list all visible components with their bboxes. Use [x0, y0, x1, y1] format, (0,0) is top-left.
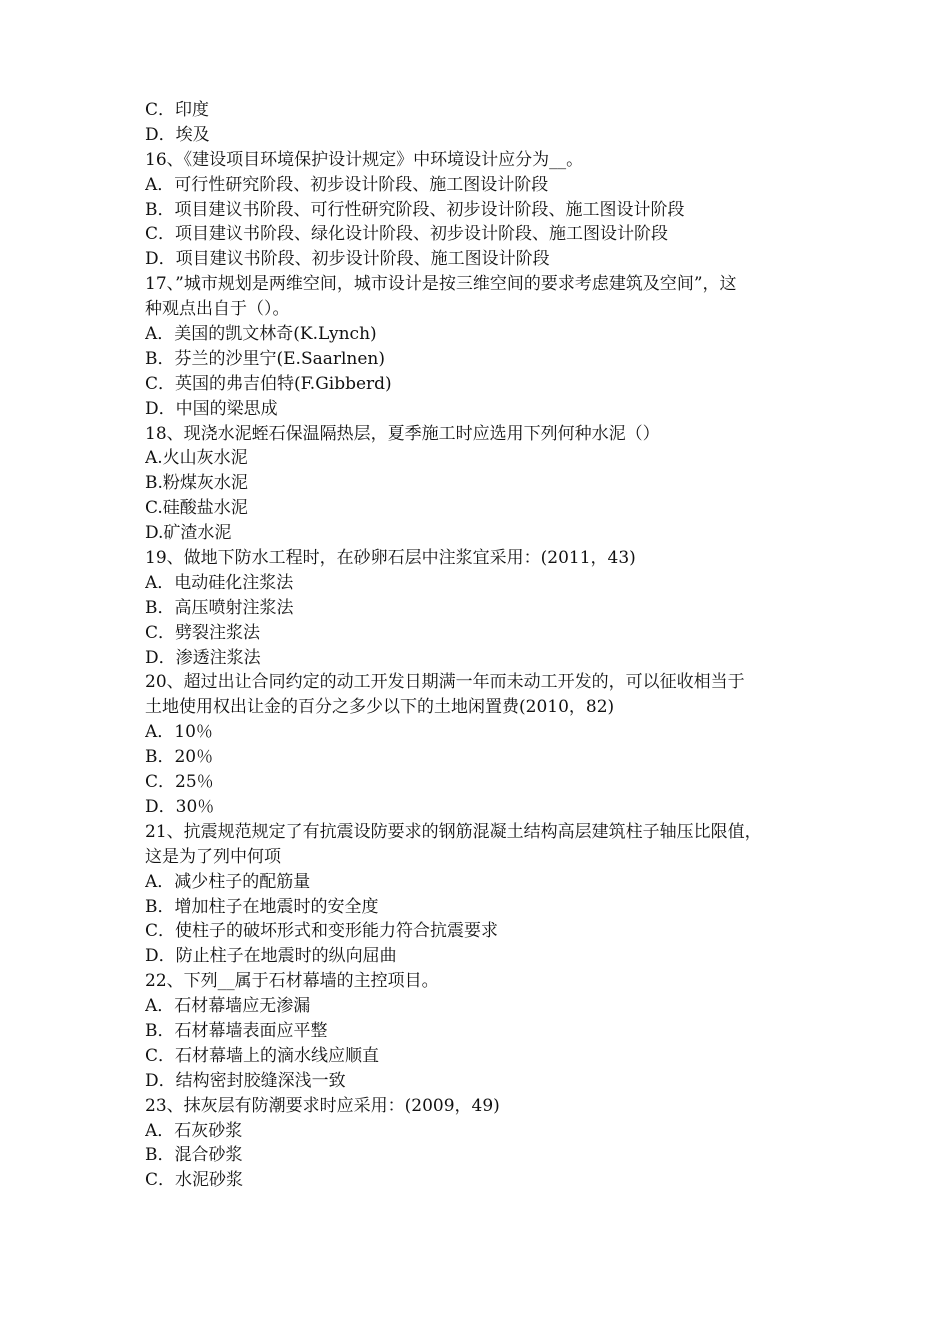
question-17-continued: 种观点出自于（）。 [145, 299, 290, 320]
question-21-continued: 这是为了列中何项 [145, 846, 281, 867]
question-17-option-d: D．中国的梁思成 [145, 398, 278, 419]
question-21: 21、抗震规范规定了有抗震设防要求的钢筋混凝土结构高层建筑柱子轴压比限值， [145, 821, 762, 842]
question-17-option-a: A．美国的凯文林奇(K.Lynch) [145, 324, 377, 345]
question-19-option-d: D．渗透注浆法 [145, 647, 261, 668]
question-16-option-d: D．项目建议书阶段、初步设计阶段、施工图设计阶段 [145, 249, 550, 270]
question-20: 20、超过出让合同约定的动工开发日期满一年而未动工开发的，可以征收相当于 [145, 672, 745, 693]
question-19: 19、做地下防水工程时，在砂卵石层中注浆宜采用：(2011，43) [145, 548, 636, 569]
question-18-option-d: D.矿渣水泥 [145, 523, 232, 544]
question-22: 22、下列__属于石材幕墙的主控项目。 [145, 971, 439, 992]
question-16: 16、《建设项目环境保护设计规定》中环境设计应分为__。 [145, 149, 584, 170]
question-23-option-a: A．石灰砂浆 [145, 1120, 243, 1141]
question-19-option-a: A．电动硅化注浆法 [145, 572, 294, 593]
question-text-block [145, 98, 825, 1193]
question-22-option-c: C．石材幕墙上的滴水线应顺直 [145, 1045, 380, 1066]
question-17: 17、”城市规划是两维空间，城市设计是按三维空间的要求考虑建筑及空间”，这 [145, 274, 737, 295]
question-21-option-d: D．防止柱子在地震时的纵向屈曲 [145, 946, 397, 967]
option-c: C．印度 [145, 100, 210, 120]
question-21-option-c: C．使柱子的破坏形式和变形能力符合抗震要求 [145, 921, 499, 942]
question-23-option-c: C．水泥砂浆 [145, 1170, 244, 1191]
question-20-option-a: A．10％ [145, 722, 213, 743]
question-23: 23、抹灰层有防潮要求时应采用：(2009，49) [145, 1095, 500, 1116]
question-18-option-a: A.火山灰水泥 [145, 448, 248, 469]
question-18-option-c: C.硅酸盐水泥 [145, 498, 248, 519]
question-21-option-a: A．减少柱子的配筋量 [145, 871, 311, 892]
question-22-option-b: B．石材幕墙表面应平整 [145, 1020, 328, 1041]
question-18: 18、现浇水泥蛭石保温隔热层，夏季施工时应选用下列何种水泥（） [145, 423, 660, 444]
question-19-option-b: B．高压喷射注浆法 [145, 597, 294, 618]
question-22-option-d: D．结构密封胶缝深浅一致 [145, 1070, 346, 1091]
question-21-option-b: B．增加柱子在地震时的安全度 [145, 896, 379, 917]
option-d: D．埃及 [145, 124, 210, 145]
question-20-option-c: C．25％ [145, 772, 214, 793]
question-17-option-c: C．英国的弗吉伯特(F.Gibberd) [145, 373, 392, 394]
question-23-option-b: B．混合砂浆 [145, 1145, 243, 1166]
question-17-option-b: B．芬兰的沙里宁(E.Saarlnen) [145, 348, 386, 369]
question-20-continued: 土地使用权出让金的百分之多少以下的土地闲置费(2010，82) [145, 697, 615, 718]
question-22-option-a: A．石材幕墙应无渗漏 [145, 996, 311, 1017]
question-19-option-c: C．劈裂注浆法 [145, 622, 261, 643]
question-20-option-b: B．20％ [145, 747, 214, 768]
question-16-option-c: C．项目建议书阶段、绿化设计阶段、初步设计阶段、施工图设计阶段 [145, 224, 669, 245]
question-16-option-b: B．项目建议书阶段、可行性研究阶段、初步设计阶段、施工图设计阶段 [145, 199, 685, 220]
question-18-option-b: B.粉煤灰水泥 [145, 473, 248, 494]
question-20-option-d: D．30％ [145, 796, 215, 817]
question-16-option-a: A．可行性研究阶段、初步设计阶段、施工图设计阶段 [145, 174, 549, 195]
